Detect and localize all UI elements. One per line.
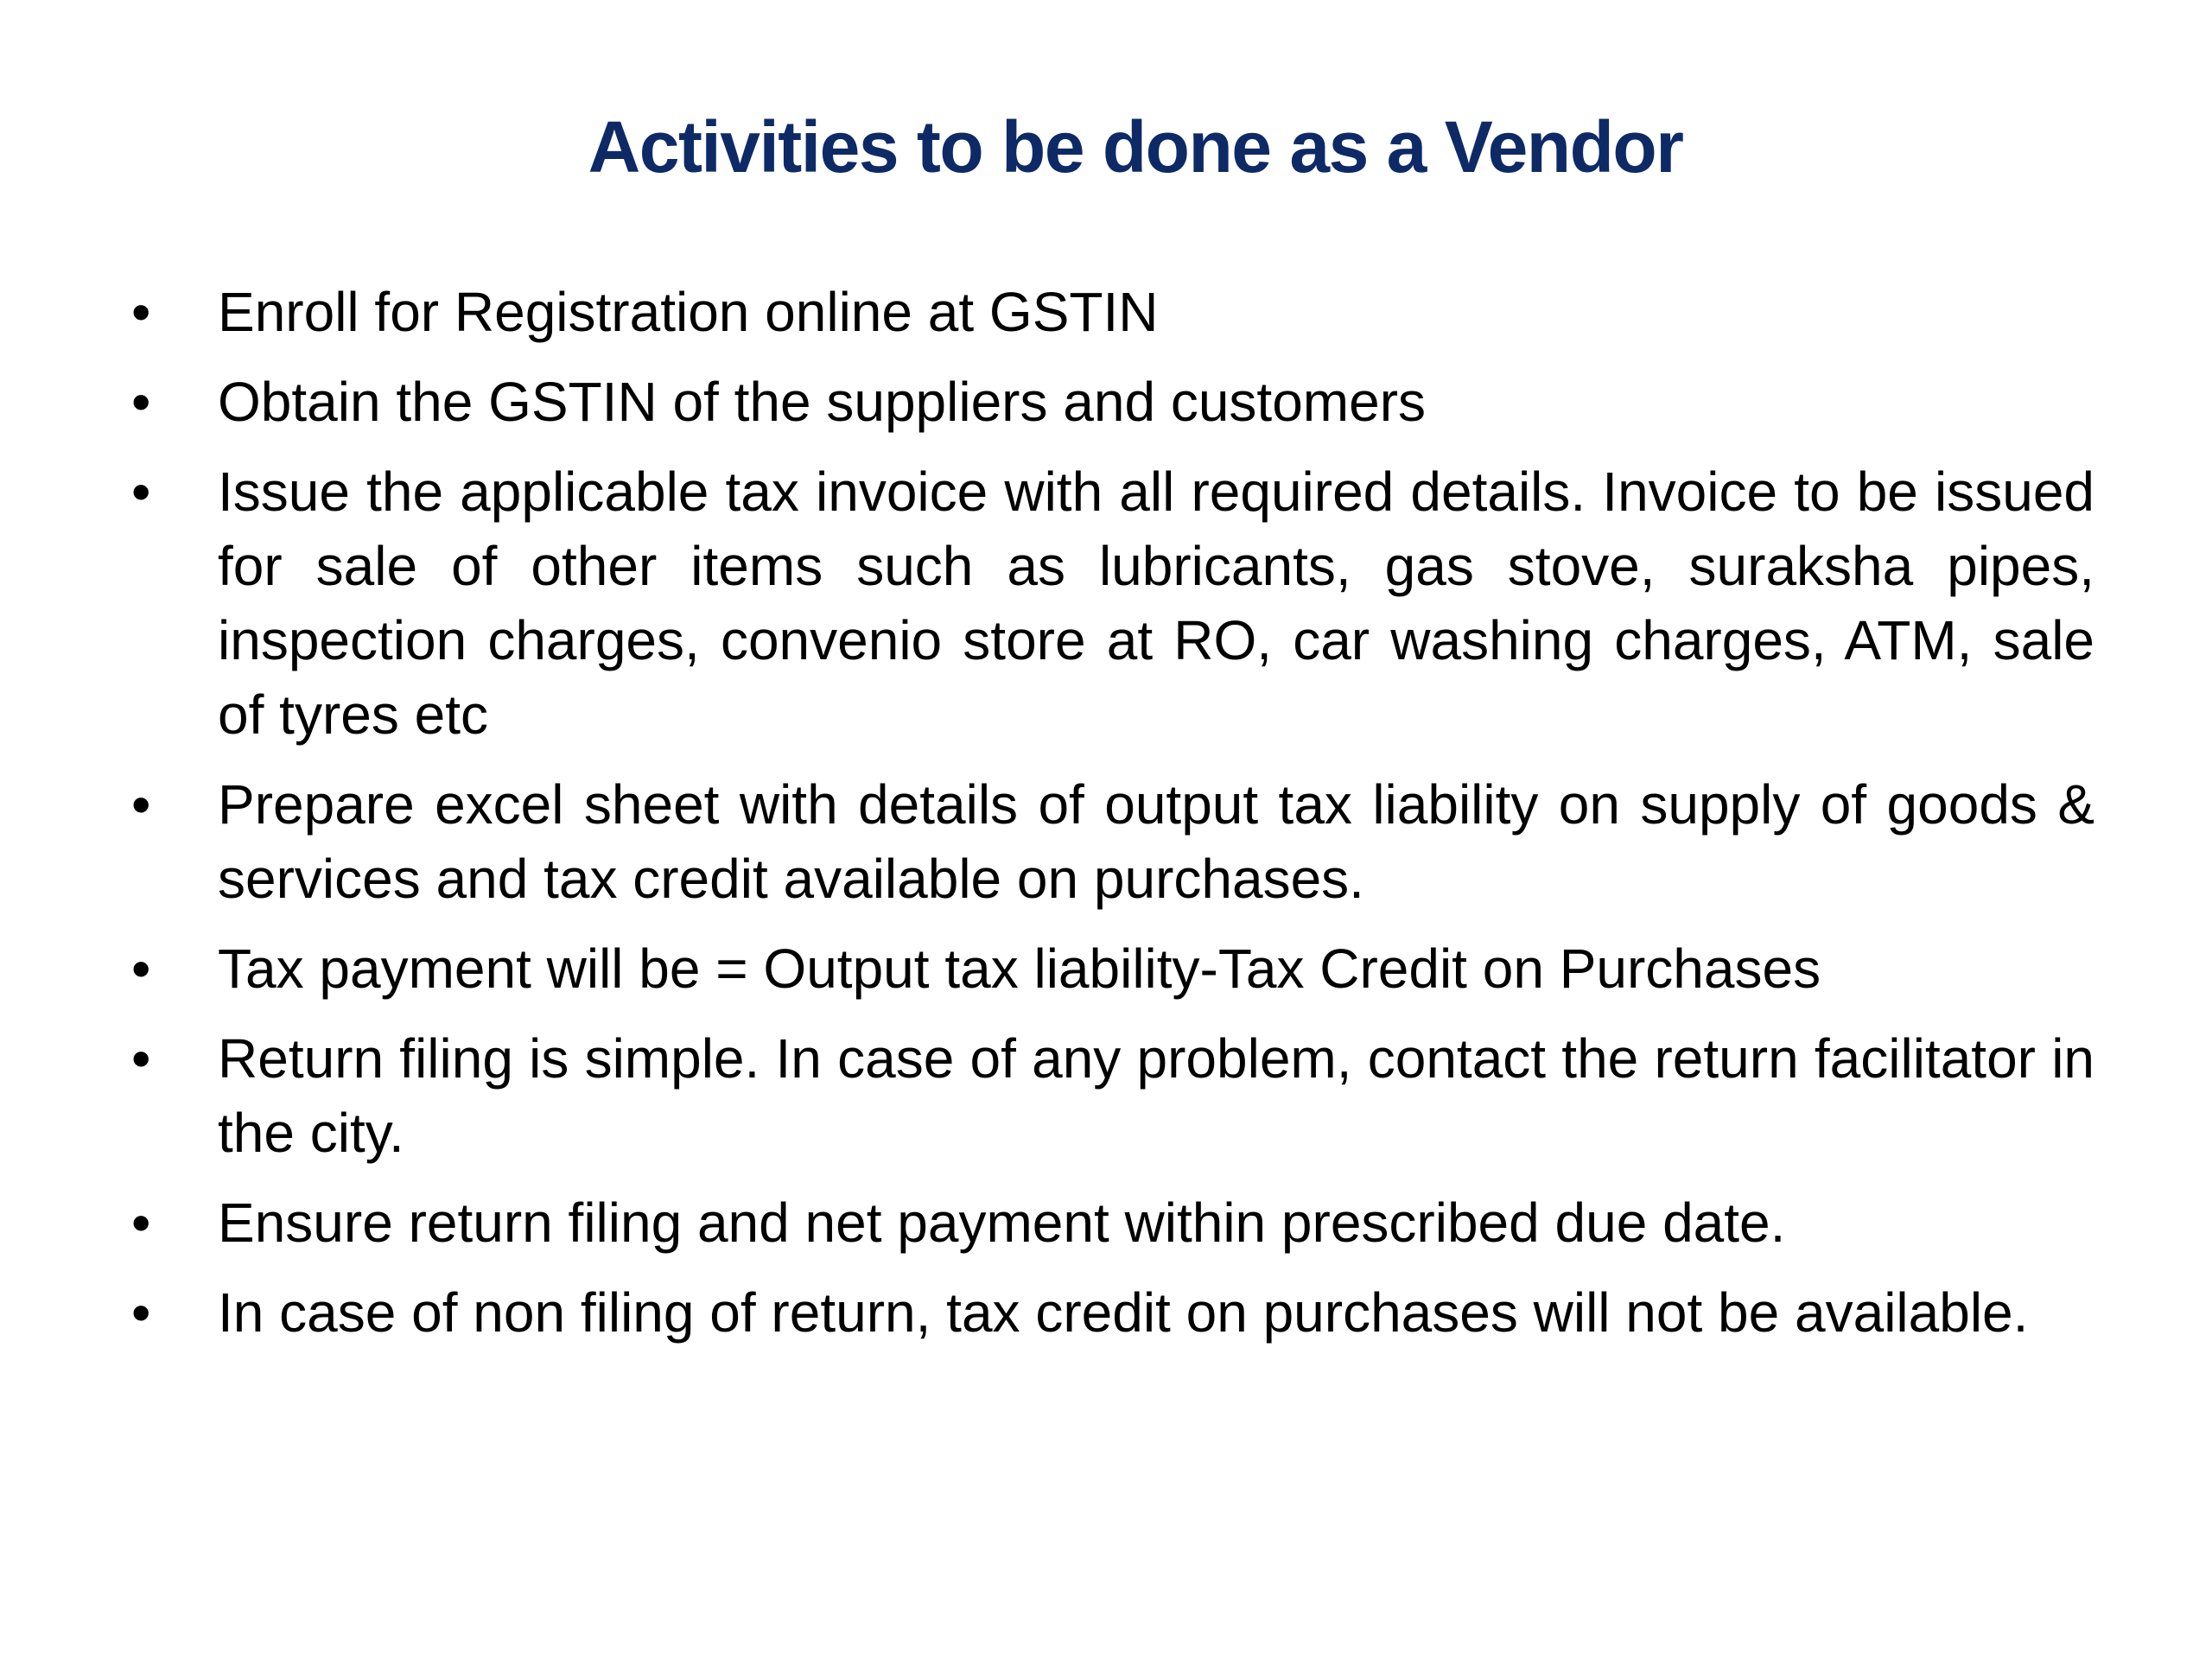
bullet-item bbox=[218, 275, 2094, 349]
bullet-text: • Return filing is simple. In case of any problem, contact the return facilitator in the city. bbox=[218, 1027, 2094, 1164]
bullet-item bbox=[218, 1021, 2094, 1170]
bullet-text: • Ensure return filing and net payment within prescribed due date. bbox=[218, 1192, 1786, 1254]
bullet-text: • Tax payment will be = Output tax liability-Tax Credit on Purchases bbox=[218, 938, 1821, 1000]
bullet-text: • Obtain the GSTIN of the suppliers and customers bbox=[218, 371, 1426, 433]
bullet-list bbox=[218, 275, 2094, 1365]
bullet-item bbox=[218, 931, 2094, 1006]
bullet-text: • Prepare excel sheet with details of output tax liability on supply of goods & services and tax credit available on purchases. bbox=[218, 773, 2094, 910]
bullet-text: • Issue the applicable tax invoice with all required details. Invoice to be issued for sale of other items such as lubricants, gas stove, suraksha pipes, inspection charges, convenio store at RO, car washing charges, ATM, sale of tyres etc bbox=[218, 461, 2094, 746]
bullet-item bbox=[218, 454, 2094, 752]
slide-title: Activities to be done as a Vendor bbox=[588, 106, 1683, 188]
bullet-item bbox=[218, 767, 2094, 916]
bullet-item bbox=[218, 1275, 2094, 1350]
bullet-item bbox=[218, 1185, 2094, 1260]
bullet-text: • In case of non filing of return, tax credit on purchases will not be available. bbox=[218, 1281, 2029, 1344]
bullet-text: • Enroll for Registration online at GSTIN bbox=[218, 281, 1159, 343]
bullet-item bbox=[218, 365, 2094, 439]
